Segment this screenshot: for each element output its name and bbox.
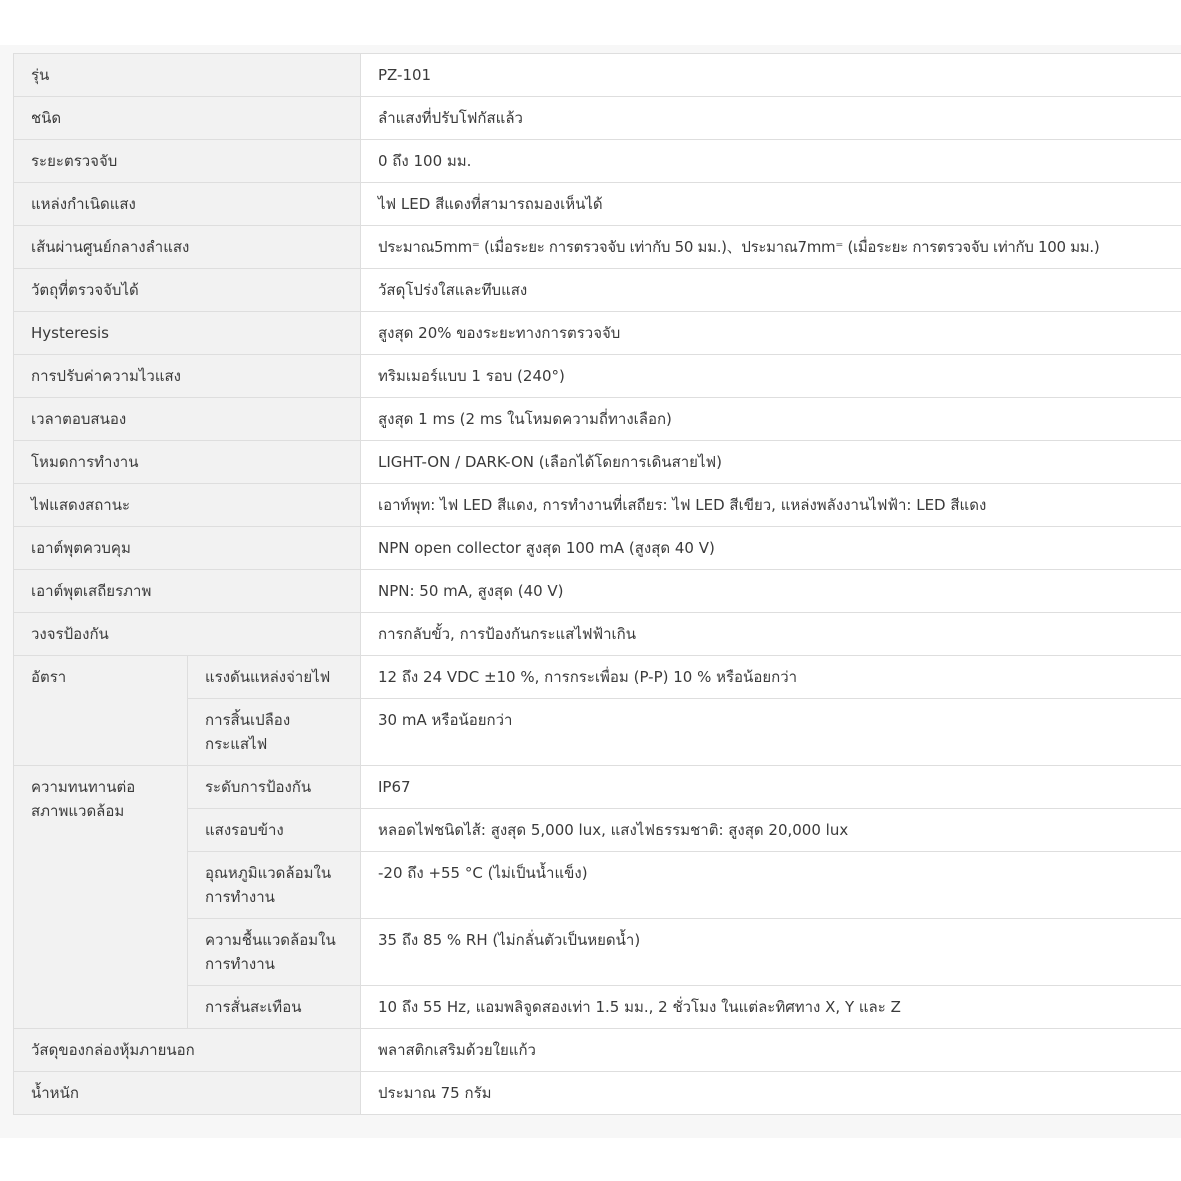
spec-value: NPN: 50 mA, สูงสุด (40 V) xyxy=(361,570,1181,613)
spec-value: เอาท์พุท: ไฟ LED สีแดง, การทำงานที่เสถียร: ไฟ LED สีเขียว, แหล่งพลังงานไฟฟ้า: LED สีแดง xyxy=(361,484,1181,527)
spec-table xyxy=(13,53,1181,1115)
spec-sublabel: แรงดันแหล่งจ่ายไฟ xyxy=(188,656,361,699)
spec-row-control-output xyxy=(14,527,1181,570)
spec-row-type xyxy=(14,97,1181,140)
spec-label: น้ำหนัก xyxy=(14,1072,361,1115)
spec-label: เวลาตอบสนอง xyxy=(14,398,361,441)
spec-label: ไฟแสดงสถานะ xyxy=(14,484,361,527)
spec-row-indicators xyxy=(14,484,1181,527)
spec-value: สูงสุด 20% ของระยะทางการตรวจจับ xyxy=(361,312,1181,355)
spec-label: รุ่น xyxy=(14,54,361,97)
spec-row-supply-voltage xyxy=(14,656,1181,699)
spec-sublabel: การสั่นสะเทือน xyxy=(188,986,361,1029)
spec-value: -20 ถึง +55 °C (ไม่เป็นน้ำแข็ง) xyxy=(361,852,1181,919)
spec-sublabel: ความชื้นแวดล้อมใน การทำงาน xyxy=(188,919,361,986)
spec-value: พลาสติกเสริมด้วยใยแก้ว xyxy=(361,1029,1181,1072)
spec-value: วัสดุโปร่งใสและทึบแสง xyxy=(361,269,1181,312)
spec-row-detectable-object xyxy=(14,269,1181,312)
spec-row-operation-mode xyxy=(14,441,1181,484)
spec-row-vibration xyxy=(14,986,1181,1029)
spec-sublabel: อุณหภูมิแวดล้อมใน การทำงาน xyxy=(188,852,361,919)
spec-value: PZ-101 xyxy=(361,54,1181,97)
spec-value: 35 ถึง 85 % RH (ไม่กลั่นตัวเป็นหยดน้ำ) xyxy=(361,919,1181,986)
spec-row-relative-humidity xyxy=(14,919,1181,986)
group-label-environment: ความทนทานต่อ สภาพแวดล้อม xyxy=(14,766,188,1029)
spec-sublabel: ระดับการป้องกัน xyxy=(188,766,361,809)
spec-row-ambient-light xyxy=(14,809,1181,852)
spec-label: เอาต์พุตเสถียรภาพ xyxy=(14,570,361,613)
spec-value: ไฟ LED สีแดงที่สามารถมองเห็นได้ xyxy=(361,183,1181,226)
spec-value: ประมาณ 75 กรัม xyxy=(361,1072,1181,1115)
spec-row-spot-diameter xyxy=(14,226,1181,269)
spec-value: IP67 xyxy=(361,766,1181,809)
spec-row-current-consumption xyxy=(14,699,1181,766)
spec-row-detecting-distance xyxy=(14,140,1181,183)
spec-value: 12 ถึง 24 VDC ±10 %, การกระเพื่อม (P-P) 10 % หรือน้อยกว่า xyxy=(361,656,1181,699)
spec-row-ambient-temperature xyxy=(14,852,1181,919)
spec-row-enclosure-rating xyxy=(14,766,1181,809)
group-label-rating: อัตรา xyxy=(14,656,188,766)
spec-value: หลอดไฟชนิดไส้: สูงสุด 5,000 lux, แสงไฟธรรมชาติ: สูงสุด 20,000 lux xyxy=(361,809,1181,852)
spec-value: 30 mA หรือน้อยกว่า xyxy=(361,699,1181,766)
spec-label: Hysteresis xyxy=(14,312,361,355)
spec-label: ระยะตรวจจับ xyxy=(14,140,361,183)
spec-row-stability-output xyxy=(14,570,1181,613)
spec-row-weight xyxy=(14,1072,1181,1115)
spec-label: เส้นผ่านศูนย์กลางลำแสง xyxy=(14,226,361,269)
spec-value: LIGHT-ON / DARK-ON (เลือกได้โดยการเดินสายไฟ) xyxy=(361,441,1181,484)
spec-label: แหล่งกำเนิดแสง xyxy=(14,183,361,226)
spec-label: วงจรป้องกัน xyxy=(14,613,361,656)
spec-row-protection-circuit xyxy=(14,613,1181,656)
spec-label: ชนิด xyxy=(14,97,361,140)
spec-label: วัสดุของกล่องหุ้มภายนอก xyxy=(14,1029,361,1072)
spec-sublabel: แสงรอบข้าง xyxy=(188,809,361,852)
spec-value: สูงสุด 1 ms (2 ms ในโหมดความถี่ทางเลือก) xyxy=(361,398,1181,441)
spec-label: เอาต์พุตควบคุม xyxy=(14,527,361,570)
spec-value: NPN open collector สูงสุด 100 mA (สูงสุด 40 V) xyxy=(361,527,1181,570)
spec-value: การกลับขั้ว, การป้องกันกระแสไฟฟ้าเกิน xyxy=(361,613,1181,656)
spec-row-model xyxy=(14,54,1181,97)
spec-value: 10 ถึง 55 Hz, แอมพลิจูดสองเท่า 1.5 มม., 2 ชั่วโมง ในแต่ละทิศทาง X, Y และ Z xyxy=(361,986,1181,1029)
spec-label: การปรับค่าความไวแสง xyxy=(14,355,361,398)
spec-label: วัตถุที่ตรวจจับได้ xyxy=(14,269,361,312)
spec-label: โหมดการทำงาน xyxy=(14,441,361,484)
spec-row-hysteresis xyxy=(14,312,1181,355)
spec-value: 0 ถึง 100 มม. xyxy=(361,140,1181,183)
spec-row-response-time xyxy=(14,398,1181,441)
spec-value: ทริมเมอร์แบบ 1 รอบ (240°) xyxy=(361,355,1181,398)
spec-value: ประมาณ5mm⁼ (เมื่อระยะ การตรวจจับ เท่ากับ 50 มม.)、ประมาณ7mm⁼ (เมื่อระยะ การตรวจจับ เท่ากับ 100 มม.) xyxy=(361,226,1181,269)
spec-row-housing-material xyxy=(14,1029,1181,1072)
spec-row-sensitivity-adjustment xyxy=(14,355,1181,398)
spec-sublabel: การสิ้นเปลือง กระแสไฟ xyxy=(188,699,361,766)
spec-value: ลำแสงที่ปรับโฟกัสแล้ว xyxy=(361,97,1181,140)
spec-row-light-source xyxy=(14,183,1181,226)
